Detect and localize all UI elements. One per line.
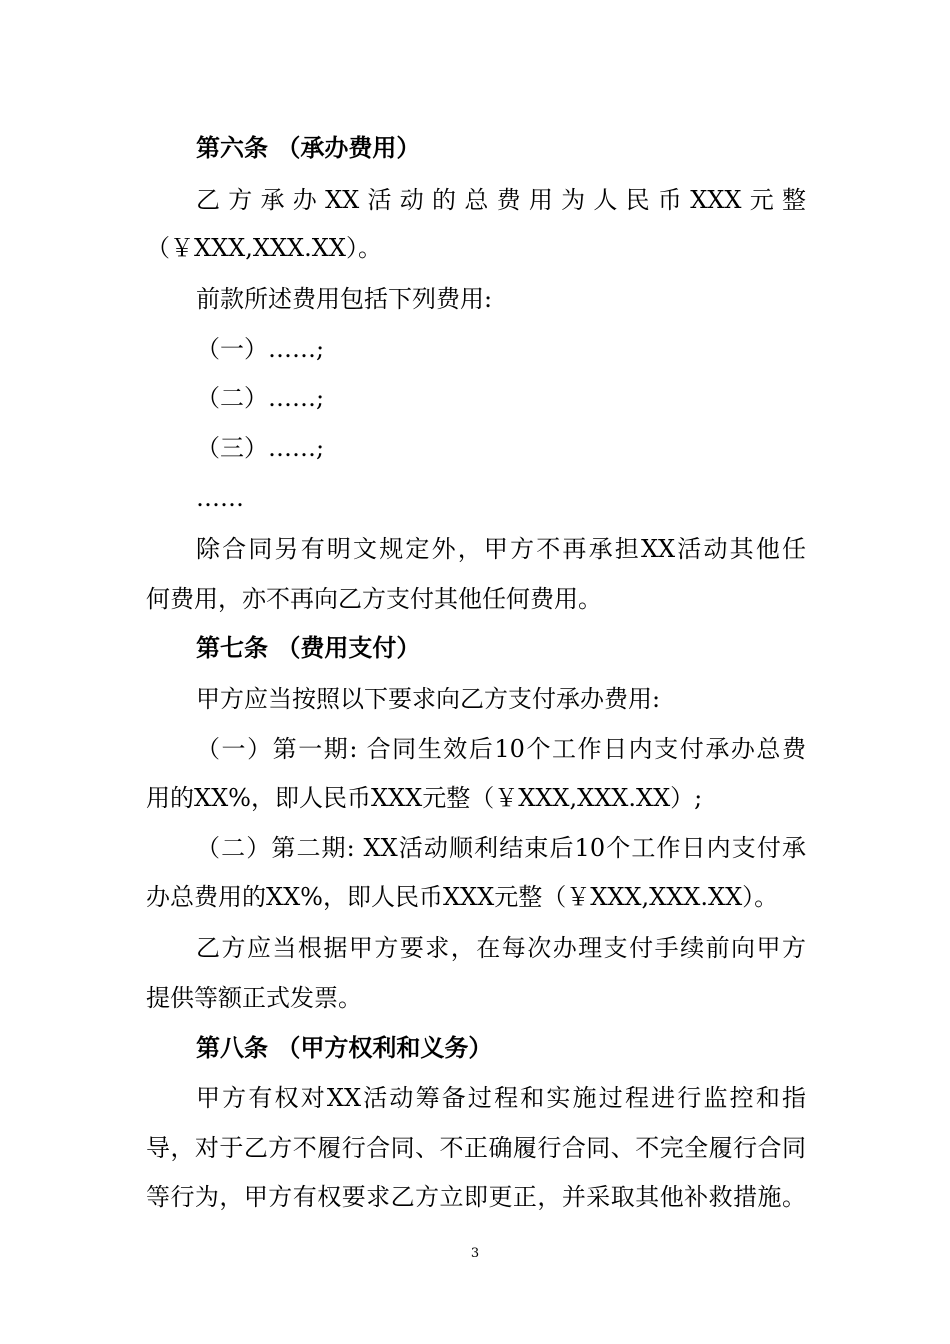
section-7-line-7: 提供等额正式发票。 [146, 984, 362, 1012]
section-7-line-2: （一）第一期: 合同生效后10个工作日内支付承办总费 [196, 735, 806, 763]
section-7-line-1: 甲方应当按照以下要求向乙方支付承办费用: [196, 685, 661, 713]
section-6-line-3: 前款所述费用包括下列费用: [196, 285, 493, 313]
section-8-line-2: 导，对于乙方不履行合同、不正确履行合同、不完全履行合同 [146, 1134, 806, 1162]
section-8-line-1: 甲方有权对XX活动筹备过程和实施过程进行监控和指 [196, 1084, 806, 1112]
section-7-heading: 第七条 （费用支付） [196, 633, 421, 662]
section-6-item-2: （二）……; [196, 384, 325, 412]
section-6-item-1: （一）……; [196, 335, 325, 363]
section-8-line-3: 等行为，甲方有权要求乙方立即更正，并采取其他补救措施。 [146, 1183, 806, 1211]
section-6-line-1: 乙方承办XX活动的总费用为人民币XXX元整 [196, 186, 806, 214]
section-6-ellipsis: …… [196, 484, 244, 512]
section-6-line-8: 除合同另有明文规定外，甲方不再承担XX活动其他任 [196, 535, 806, 563]
section-7-line-3: 用的XX%，即人民币XXX元整（￥XXX,XXX.XX）; [146, 784, 703, 812]
section-8-heading: 第八条 （甲方权利和义务） [196, 1033, 493, 1062]
page-number: 3 [470, 1246, 480, 1261]
section-6-item-3: （三）……; [196, 434, 325, 462]
section-6-heading: 第六条 （承办费用） [196, 133, 421, 162]
section-7-line-4: （二）第二期: XX活动顺利结束后10个工作日内支付承 [196, 834, 806, 862]
section-7-line-5: 办总费用的XX%，即人民币XXX元整（￥XXX,XXX.XX）。 [146, 883, 779, 911]
section-7-line-6: 乙方应当根据甲方要求，在每次办理支付手续前向甲方 [196, 934, 806, 962]
section-6-line-9: 何费用，亦不再向乙方支付其他任何费用。 [146, 585, 602, 613]
section-6-line-2: （￥XXX,XXX.XX）。 [146, 234, 382, 262]
